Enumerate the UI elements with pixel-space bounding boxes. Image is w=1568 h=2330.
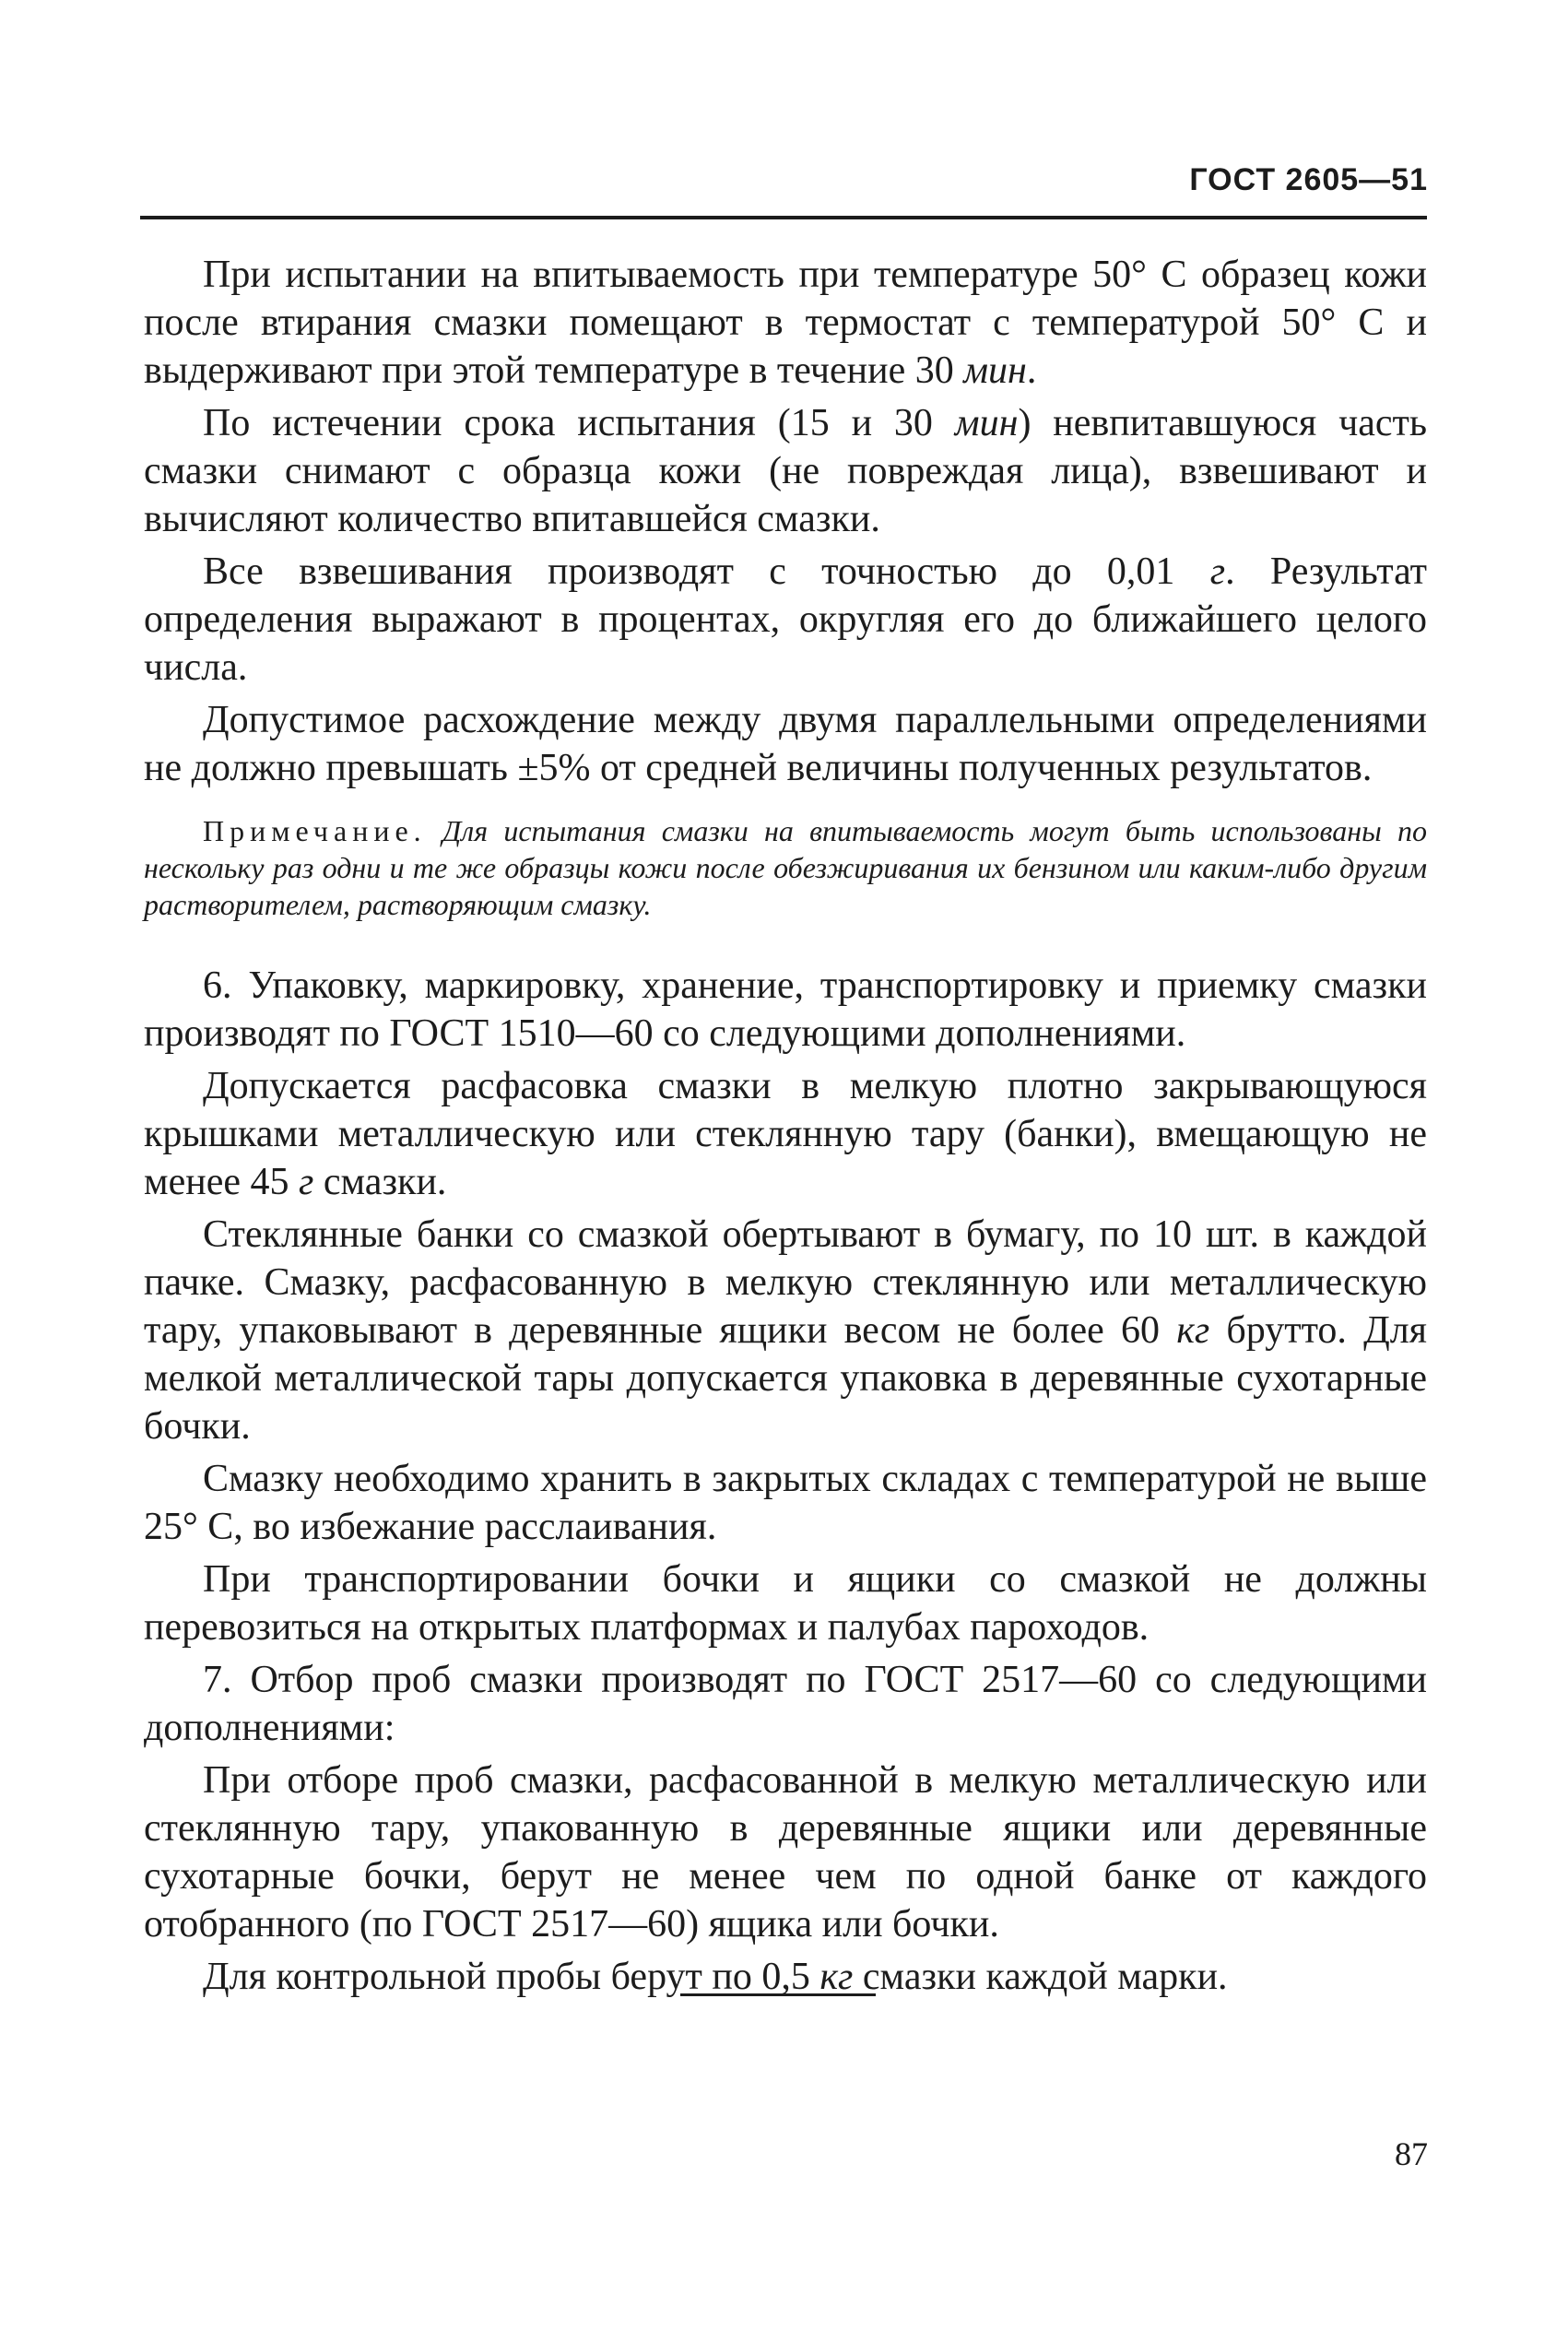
paragraph: При отборе проб смазки, расфасованной в мелкую металлическую или стеклянную тару, упакованную в деревянные ящики или деревянные сухотарные бочки, берут не менее чем по одной банке от каждого отобранного (по ГОСТ 2517—60) ящика или бочки. (144, 1759, 1427, 1946)
paragraph: По истечении срока испытания (15 и 30 мин) невпитавшуюся часть смазки снимают с образца кожи (не повреждая лица), взвешивают и вычисляют количество впитавшейся смазки. (144, 402, 1427, 540)
paragraph: Смазку необходимо хранить в закрытых складах с температурой не выше 25° С, во избежание расслаивания. (144, 1458, 1427, 1548)
paragraph: При транспортировании бочки и ящики со смазкой не должны перевозиться на открытых платформах и палубах пароходов. (144, 1558, 1427, 1649)
paragraph: Для контрольной пробы берут по 0,5 кг смазки каждой марки. (203, 1956, 1228, 1998)
paragraph: 7. Отбор проб смазки производят по ГОСТ 2517—60 со следующими дополнениями: (144, 1659, 1427, 1749)
note (144, 812, 1427, 923)
paragraph: Стеклянные банки со смазкой обертывают в бумагу, по 10 шт. в каждой пачке. Смазку, расфасованную в мелкую стеклянную или металлическую тару, упаковывают в деревянные ящики весом не более 60 кг брутто. Для мелкой металлической тары допускается упаковка в деревянные сухотарные бочки. (144, 1213, 1427, 1448)
document-body (144, 251, 1427, 2001)
paragraph: Допустимое расхождение между двумя параллельными определениями не должно превышать ±5% от средней величины полученных результатов. (144, 699, 1427, 789)
paragraph: При испытании на впитываемость при температуре 50° С образец кожи после втирания смазки помещают в термостат с температурой 50° С и выдерживают при этой температуре в течение 30 мин. (144, 254, 1427, 392)
header-rule (140, 216, 1427, 219)
note-text: Для испытания смазки на впитываемость могут быть использованы по нескольку раз одни и те же образцы кожи после обезжиривания их бензином или каким-либо другим растворителем, растворяющим смазку. (144, 814, 1428, 921)
document-header: ГОСТ 2605—51 (1189, 162, 1428, 197)
paragraph: Допускается расфасовка смазки в мелкую плотно закрывающуюся крышками металлическую или стеклянную тару (банки), вмещающую не менее 45 г смазки. (144, 1065, 1427, 1203)
note-label: Примечание. (203, 814, 427, 847)
paragraph: Все взвешивания производят с точностью до 0,01 г. Результат определения выражают в процентах, округляя его до ближайшего целого числа. (144, 550, 1427, 689)
paragraph: 6. Упаковку, маркировку, хранение, транспортировку и приемку смазки производят по ГОСТ 1510—60 со следующими дополнениями. (144, 964, 1427, 1055)
end-rule (680, 1993, 876, 1996)
page-number: 87 (1395, 2135, 1428, 2172)
